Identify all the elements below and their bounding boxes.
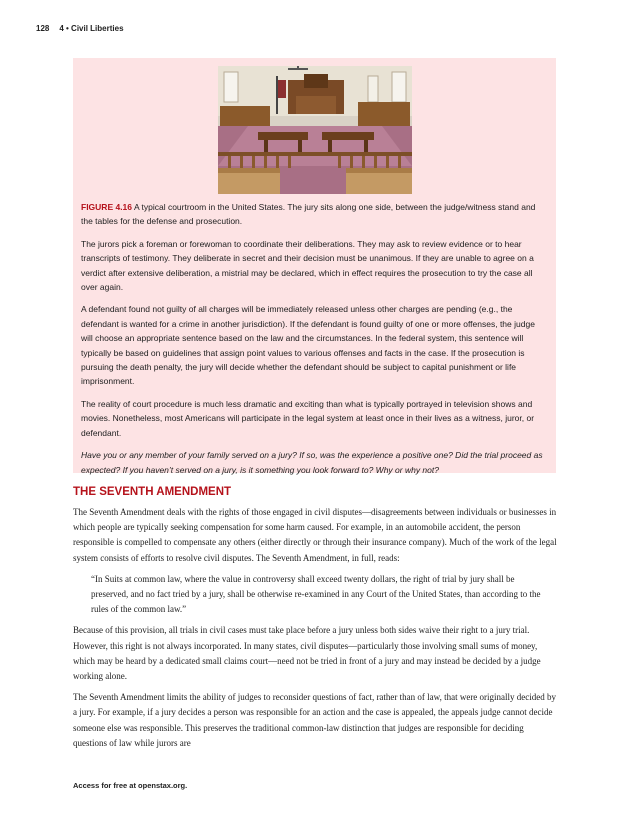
body-paragraph: Because of this provision, all trials in civil cases must take place before a jury unless both sides waive their right to a jury trial. However, this right is not always incorporated. In many states, civil disputes—particularly those involving small sums of money, which may be heard by a dedicated small claims court—need not be tried in front of a jury and may instead be decided by a judge working alone. bbox=[73, 625, 541, 682]
body-paragraph: The Seventh Amendment limits the ability of judges to reconsider questions of fact, rather than of law, that were originally decided by a jury. For example, if a jury decides a person was responsible for an action and the case is appealed, the appeals judge cannot decide someone else was responsible. This preserves the traditional common-law distinction that judges are responsible for deciding questions of law while jurors are bbox=[73, 692, 557, 748]
feature-question: Have you or any member of your family served on a jury? If so, was the experience a positive one? Did the trial proceed as expected? If you haven’t served on a jury, is it something you look forward to? Why or why not? bbox=[81, 450, 543, 475]
feature-paragraph: The jurors pick a foreman or forewoman to coordinate their deliberations. They may ask to review evidence or to hear transcripts of testimony. They deliberate in secret and their decision must be unanimous. If they are unable to agree on a verdict after extensive deliberation, a mistrial may be declared, which in effect requires the prosecution to try the case all over again. bbox=[81, 238, 534, 293]
body-paragraph: The Seventh Amendment deals with the rights of those engaged in civil disputes—disagreements between individuals or businesses in which people are typically seeking compensation for some harm caused. For example, in an automobile accident, the person responsible is compelled to compensate any others (either directly or through their insurance company). Much of the work of the legal system consists of efforts to resolve civil disputes. The Seventh Amendment, in full, reads: bbox=[73, 507, 557, 563]
chapter-title: 4 • Civil Liberties bbox=[59, 24, 124, 33]
page-number: 128 bbox=[36, 24, 50, 33]
figure-label: FIGURE 4.16 bbox=[81, 202, 133, 212]
courtroom-photo bbox=[218, 66, 412, 194]
section-title: THE SEVENTH AMENDMENT bbox=[73, 486, 232, 498]
amendment-quote: “In Suits at common law, where the value in controversy shall exceed twenty dollars, the right of trial by jury shall be preserved, and no fact tried by a jury, shall be otherwise re-examined in any Court of the United States, than according to the rules of the common law.” bbox=[91, 573, 541, 615]
page-header bbox=[36, 24, 124, 33]
feature-paragraph: A defendant found not guilty of all charges will be immediately released unless other charges are pending (e.g., the defendant is wanted for a crime in another jurisdiction). If the defendant is found guilty of one or more offenses, the judge will choose an appropriate sentence based on the law and the circumstances. In the federal system, this sentence will typically be based on guidelines that assign point values to various offenses and facts in the case. If the prosecution is pursuing the death penalty, the jury will decide whether the defendant should be subject to capital punishment or life imprisonment. bbox=[81, 304, 535, 387]
feature-paragraph: The reality of court procedure is much less dramatic and exciting than what is typically portrayed in television shows and movies. Nonetheless, most Americans will participate in the legal system at least once in their lives as a witness, juror, or defendant. bbox=[81, 398, 535, 438]
section-body bbox=[73, 505, 558, 757]
feature-box bbox=[73, 58, 556, 473]
caption-text: A typical courtroom in the United States. The jury sits along one side, between the judge/witness stand and the tables for the defense and prosecution. bbox=[81, 202, 536, 227]
page-footer: Access for free at openstax.org. bbox=[73, 781, 188, 790]
figure-caption bbox=[81, 200, 548, 229]
